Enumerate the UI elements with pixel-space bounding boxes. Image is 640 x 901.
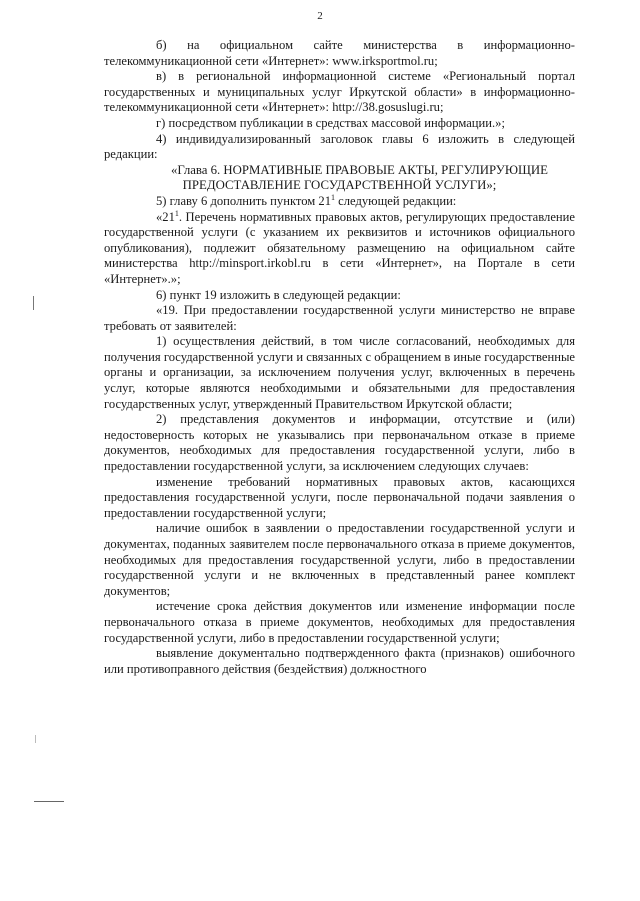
chapter-title-line-2: ПРЕДОСТАВЛЕНИЕ ГОСУДАРСТВЕННОЙ УСЛУГИ»; xyxy=(182,178,497,193)
exception-document-expiry: истечение срока действия документов или изменение информации после первоначального отказа в приеме документов, необходимых для предоставления государственной услуги, либо в предоставлении государственной услуги; xyxy=(104,599,575,645)
chapter-title-line-1: «Глава 6. НОРМАТИВНЫЕ ПРАВОВЫЕ АКТЫ, РЕГУЛИРУЮЩИЕ xyxy=(170,162,548,177)
paragraph-item-4: 4) индивидуализированный заголовок главы 6 изложить в следующей редакции: xyxy=(104,131,575,162)
superscript-1: 1 xyxy=(331,192,336,202)
paragraph-v-regional-portal: в) в региональной информационной системе «Региональный портал государственных и муниципальных услуг Иркутской области» в информационно-телекоммуникационной сети «Интернет»: http://38.gosuslugi.ru; xyxy=(104,69,575,115)
exception-regulation-change: изменение требований нормативных правовых актов, касающихся предоставления государственной услуги, после первоначальной подачи заявления о предоставлении государственной услуги; xyxy=(104,474,575,520)
exception-erroneous-action: выявление документально подтвержденного факта (признаков) ошибочного или противоправного действия (бездействия) должностного xyxy=(104,646,575,676)
paragraph-21-1-text: . Перечень нормативных правовых актов, регулирующих предоставление государственной услуги (с указанием их реквизитов и источников официального опубликования), подлежит обязательному размещению на официальном сайте министерства http://minsport.irkobl.ru в сети «Интернет», на Портале в сети «Интернет».»; xyxy=(104,209,575,286)
margin-mark-bottom xyxy=(34,801,64,802)
superscript-1: 1 xyxy=(174,208,179,218)
margin-mark-top xyxy=(33,296,34,310)
paragraph-21-1 xyxy=(104,210,575,288)
paragraph-19-1: 1) осуществления действий, в том числе согласований, необходимых для получения государственной услуги и связанных с обращением в иные государственные органы и организации, за исключением получения услуг, включенных в перечень услуг, которые являются необходимыми и обязательными для предоставления государственных услуг, утвержденный Правительством Иркутской области; xyxy=(104,334,575,411)
document-body xyxy=(104,38,575,677)
paragraph-19-2: 2) представления документов и информации, отсутствие и (или) недостоверность которых не указывались при первоначальном отказе в приеме документов, необходимых для предоставления государственной услуги, либо в предоставлении государственной услуги, за исключением следующих случаев: xyxy=(104,412,575,474)
exception-errors-in-application: наличие ошибок в заявлении о предоставлении государственной услуги и документах, поданных заявителем после первоначального отказа в приеме документов, необходимых для предоставления государственной услуги, либо в предоставлении государственной услуги и не включенных в представленный ранее комплект документов; xyxy=(104,521,575,598)
paragraph-21-1-number: «21 xyxy=(156,209,175,224)
page-number: 2 xyxy=(317,10,323,22)
paragraph-19: «19. При предоставлении государственной услуги министерство не вправе требовать от заявителей: xyxy=(104,303,575,333)
paragraph-g-mass-media: г) посредством публикации в средствах массовой информации.»; xyxy=(156,115,505,130)
margin-mark-middle xyxy=(35,735,36,743)
paragraph-item-6: 6) пункт 19 изложить в следующей редакции: xyxy=(156,287,401,302)
paragraph-item-5-text-start: 5) главу 6 дополнить пунктом 21 xyxy=(156,193,332,208)
paragraph-item-5-text-end: следующей редакции: xyxy=(335,193,457,208)
paragraph-item-5 xyxy=(104,194,575,210)
paragraph-b-website: б) на официальном сайте министерства в информационно-телекоммуникационной сети «Интернет»: www.irksportmol.ru; xyxy=(104,38,575,68)
